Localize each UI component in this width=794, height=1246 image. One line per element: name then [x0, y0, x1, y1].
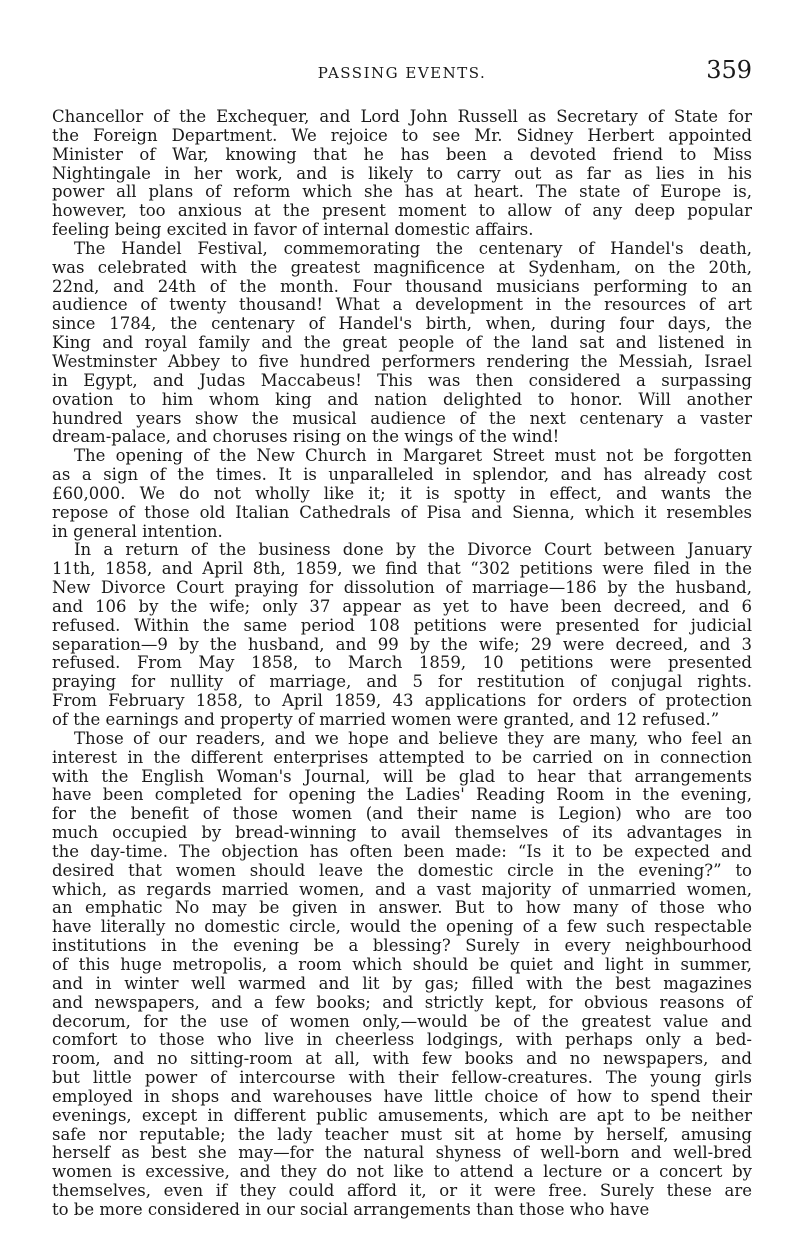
- body-text: [52, 108, 752, 1220]
- text-line: however, too anxious at the present moment to allow of any deep popular: [52, 201, 752, 221]
- paragraph-start: Those of our readers, and we hope and believe they are many, who feel an: [74, 728, 752, 748]
- text-line: have literally no domestic circle, would the opening of a few such respectable: [52, 917, 752, 937]
- text-line: feeling being excited in favor of internal domestic affairs.: [52, 220, 534, 240]
- text-line: of this huge metropolis, a room which should be quiet and light in summer,: [52, 954, 752, 974]
- text-line: audience of twenty thousand! What a development in the resources of art: [52, 295, 752, 315]
- text-line: the day-time. The objection has often been made: “Is it to be expected and: [52, 841, 752, 861]
- text-line: From February 1858, to April 1859, 43 applications for orders of protection: [52, 691, 752, 711]
- text-line: Nightingale in her work, and is likely to carry out as far as lies in his: [52, 163, 752, 183]
- text-line: employed in shops and warehouses have little choice of how to spend their: [52, 1086, 752, 1106]
- text-line: New Divorce Court praying for dissolution of marriage—186 by the husband,: [52, 578, 752, 598]
- text-line: and newspapers, and a few books; and strictly kept, for obvious reasons of: [52, 992, 752, 1012]
- text-line: was celebrated with the greatest magnificence at Sydenham, on the 20th,: [52, 257, 752, 277]
- text-line: King and royal family and the great people of the land sat and listened in: [52, 333, 752, 353]
- text-line: and 106 by the wife; only 37 appear as yet to have been decreed, and 6: [52, 596, 752, 616]
- text-line: dream-palace, and choruses rising on the wings of the wind!: [52, 427, 560, 447]
- text-line: safe nor reputable; the lady teacher must sit at home by herself, amusing: [52, 1124, 752, 1144]
- text-line: refused. Within the same period 108 petitions were presented for judicial: [52, 615, 752, 635]
- text-line: much occupied by bread-winning to avail themselves of its advantages in: [52, 823, 752, 843]
- text-line: 22nd, and 24th of the month. Four thousand musicians performing to an: [52, 276, 752, 296]
- text-line: evenings, except in different public amusements, which are apt to be neither: [52, 1105, 752, 1125]
- text-line: themselves, even if they could afford it, or it were free. Surely these are: [52, 1181, 752, 1201]
- text-line: an emphatic No may be given in answer. But to how many of those who: [52, 898, 752, 918]
- text-line: in general intention.: [52, 521, 223, 541]
- paragraph-start: In a return of the business done by the Divorce Court between January: [74, 540, 752, 560]
- text-line: with the English Woman's Journal, will be glad to hear that arrangements: [52, 766, 752, 786]
- text-line: since 1784, the centenary of Handel's birth, when, during four days, the: [52, 314, 752, 334]
- text-line: decorum, for the use of women only,—would be of the greatest value and: [52, 1011, 752, 1031]
- page-header: [52, 56, 752, 96]
- text-line: separation—9 by the husband, and 99 by the wife; 29 were decreed, and 3: [52, 634, 752, 654]
- text-line: refused. From May 1858, to March 1859, 10 petitions were presented: [52, 653, 752, 673]
- text-line: herself as best she may—for the natural shyness of well-born and well-bred: [52, 1143, 752, 1163]
- text-line: of the earnings and property of married women were granted, and 12 refused.”: [52, 710, 720, 729]
- text-line: to be more considered in our social arrangements than those who have: [52, 1199, 650, 1219]
- text-line: hundred years show the musical audience of the next centenary a vaster: [52, 408, 752, 428]
- text-line: but little power of intercourse with their fellow-creatures. The young girls: [52, 1068, 752, 1088]
- text-line: room, and no sitting-room at all, with few books and no newspapers, and: [52, 1049, 752, 1069]
- text-line: institutions in the evening be a blessing? Surely in every neighbourhood: [52, 936, 752, 956]
- text-line: interest in the different enterprises attempted to be carried on in connection: [52, 747, 752, 767]
- paragraph-start: The opening of the New Church in Margaret Street must not be forgotten: [74, 446, 752, 466]
- text-line: repose of those old Italian Cathedrals of Pisa and Sienna, which it resembles: [52, 502, 752, 522]
- text-line: Minister of War, knowing that he has been a devoted friend to Miss: [52, 144, 752, 164]
- text-line: Westminster Abbey to five hundred performers rendering the Messiah, Israel: [52, 351, 752, 371]
- text-line: women is excessive, and they do not like to attend a lecture or a concert by: [52, 1162, 752, 1182]
- text-line: have been completed for opening the Ladies' Reading Room in the evening,: [52, 785, 752, 805]
- text-line: the Foreign Department. We rejoice to see Mr. Sidney Herbert appointed: [52, 125, 752, 145]
- running-title: PASSING EVENTS.: [317, 64, 487, 82]
- text-line: £60,000. We do not wholly like it; it is spotty in effect, and wants the: [52, 483, 752, 503]
- text-line: ovation to him whom king and nation delighted to honor. Will another: [52, 389, 752, 409]
- text-line: in Egypt, and Judas Maccabeus! This was then considered a surpassing: [52, 370, 752, 390]
- text-line: praying for nullity of marriage, and 5 for restitution of conjugal rights.: [52, 672, 752, 692]
- text-line: for the benefit of those women (and their name is Legion) who are too: [52, 804, 752, 824]
- text-line: power all plans of reform which she has at heart. The state of Europe is,: [52, 182, 752, 202]
- text-line: and in winter well warmed and lit by gas; filled with the best magazines: [52, 973, 752, 993]
- text-line: which, as regards married women, and a vast majority of unmarried women,: [52, 879, 752, 899]
- text-line: Chancellor of the Exchequer, and Lord John Russell as Secretary of State for: [52, 107, 752, 126]
- text-line: as a sign of the times. It is unparalleled in splendor, and has already cost: [52, 465, 752, 485]
- text-line: comfort to those who live in cheerless lodgings, with perhaps only a bed-: [52, 1030, 752, 1050]
- page-number: 359: [706, 56, 752, 84]
- text-line: 11th, 1858, and April 8th, 1859, we find that “302 petitions were filed in the: [52, 559, 752, 579]
- paragraph-start: The Handel Festival, commemorating the centenary of Handel's death,: [74, 238, 752, 258]
- text-line: desired that women should leave the domestic circle in the evening?” to: [52, 860, 752, 880]
